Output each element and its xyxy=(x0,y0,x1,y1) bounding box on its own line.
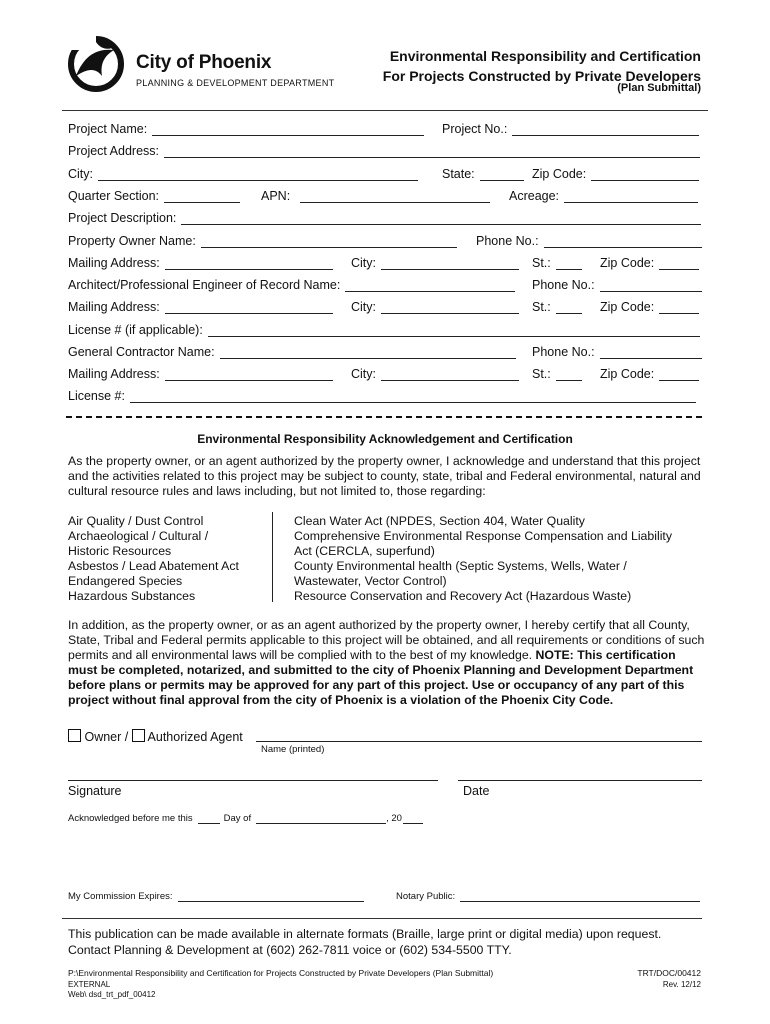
architect-city-field[interactable] xyxy=(351,300,519,314)
owner-st-label: St.: xyxy=(532,256,551,270)
architect-phone-field[interactable] xyxy=(532,278,702,292)
commission-input[interactable] xyxy=(178,891,364,902)
org-name: City of Phoenix xyxy=(136,52,272,73)
acreage-label: Acreage: xyxy=(509,189,560,203)
owner-checkbox[interactable] xyxy=(68,729,81,742)
contractor-st-field[interactable] xyxy=(532,367,582,381)
apn-label: APN: xyxy=(261,189,291,203)
project-description-field[interactable] xyxy=(68,211,701,225)
owner-city-label: City: xyxy=(351,256,376,270)
date-caption: Date xyxy=(463,784,490,798)
cert-text: In addition, as the property owner, or as an agent authorized by the property owner, I hereby certify that all County, State, Tribal and Federal permits applicable to this project will be obtained, and all requirements or conditions of such permits and all environmental laws will be complied with to the best of my knowledge. xyxy=(68,618,705,662)
ack-prefix: Acknowledged before me this xyxy=(68,813,193,824)
date-input[interactable] xyxy=(458,768,702,781)
title-line-1: Environmental Responsibility and Certification xyxy=(389,48,701,64)
commission-label: My Commission Expires: xyxy=(68,891,173,902)
state-field[interactable] xyxy=(442,167,524,181)
role-selection xyxy=(68,729,243,744)
acreage-input[interactable] xyxy=(564,190,698,203)
owner-phone-label: Phone No.: xyxy=(476,234,539,248)
architect-field[interactable] xyxy=(68,278,515,292)
external-tag: EXTERNAL xyxy=(68,980,111,989)
ack-day-input[interactable] xyxy=(198,813,220,824)
project-description-label: Project Description: xyxy=(68,211,177,225)
intro-paragraph: As the property owner, or an agent authorized by the property owner, I acknowledge and understand that this project and the activities related to this project may be subject to county, state, tribal and Federal environmental, natural and cultural resource rules and laws including, but not limited to, those regarding: xyxy=(68,454,701,498)
architect-st-label: St.: xyxy=(532,300,551,314)
architect-zip-label: Zip Code: xyxy=(600,300,655,314)
license-label: License #: xyxy=(68,389,125,403)
ack-month-input[interactable] xyxy=(256,813,386,824)
file-path: P:\Environmental Responsibility and Certification for Projects Constructed by Private Developers (Plan Submittal) xyxy=(68,968,494,978)
phoenix-logo-icon xyxy=(66,36,128,92)
architect-mailing-label: Mailing Address: xyxy=(68,300,160,314)
architect-st-field[interactable] xyxy=(532,300,582,314)
owner-name-input[interactable] xyxy=(201,235,457,248)
list-item: Endangered Species xyxy=(68,574,183,588)
notary-field xyxy=(396,891,700,902)
license-applicable-field[interactable] xyxy=(68,323,700,337)
project-no-input[interactable] xyxy=(512,123,699,136)
list-item: Air Quality / Dust Control xyxy=(68,514,204,528)
commission-field xyxy=(68,891,364,902)
notary-label: Notary Public: xyxy=(396,891,456,902)
list-item: Historic Resources xyxy=(68,544,172,558)
city-label: City: xyxy=(68,167,93,181)
architect-phone-label: Phone No.: xyxy=(532,278,595,292)
ack-day-label: Day of xyxy=(223,813,252,824)
project-name-label: Project Name: xyxy=(68,122,148,136)
license-applicable-input[interactable] xyxy=(208,324,700,337)
contractor-zip-label: Zip Code: xyxy=(600,367,655,381)
owner-st-field[interactable] xyxy=(532,256,582,270)
contractor-mailing-label: Mailing Address: xyxy=(68,367,160,381)
alt-formats-notice xyxy=(68,926,661,958)
owner-name-label: Property Owner Name: xyxy=(68,234,196,248)
quarter-section-input[interactable] xyxy=(164,190,240,203)
contractor-mailing-field[interactable] xyxy=(68,367,333,381)
list-item: Comprehensive Environmental Response Compensation and Liability xyxy=(294,529,672,543)
project-address-label: Project Address: xyxy=(68,144,160,158)
note-text: This certification must be completed, notarized, and submitted to the city of Phoenix Planning and Development Department before plans or permits may be approved for any part of this project. Use or occupancy of any part of this project without final approval from the city of Phoenix is a violation of the Phoenix City Code. xyxy=(68,648,694,707)
city-field[interactable] xyxy=(68,167,418,181)
list-item: Resource Conservation and Recovery Act (Hazardous Waste) xyxy=(294,589,632,603)
contractor-zip-input[interactable] xyxy=(659,368,699,381)
general-contractor-label: General Contractor Name: xyxy=(68,345,215,359)
architect-zip-field[interactable] xyxy=(600,300,699,314)
project-name-field[interactable] xyxy=(68,122,424,136)
contractor-mailing-input[interactable] xyxy=(165,368,333,381)
contractor-city-label: City: xyxy=(351,367,376,381)
project-no-field[interactable] xyxy=(442,122,699,136)
doc-number: TRT/DOC/00412 xyxy=(637,968,701,978)
general-contractor-field[interactable] xyxy=(68,345,516,359)
state-label: State: xyxy=(442,167,475,181)
owner-st-input[interactable] xyxy=(556,257,582,270)
project-name-input[interactable] xyxy=(152,123,424,136)
certification-paragraph xyxy=(68,618,708,708)
agent-checkbox[interactable] xyxy=(132,729,145,742)
contractor-phone-input[interactable] xyxy=(600,346,702,359)
left-law-list xyxy=(68,514,239,604)
owner-zip-label: Zip Code: xyxy=(600,256,655,270)
owner-label: Owner / xyxy=(84,730,129,744)
zip-field[interactable] xyxy=(532,167,699,181)
web-id: Web\ dsd_trt_pdf_00412 xyxy=(68,990,156,999)
city-input[interactable] xyxy=(98,168,418,181)
architect-zip-input[interactable] xyxy=(659,301,699,314)
note-label: NOTE: xyxy=(535,648,574,662)
list-item: County Environmental health (Septic Systems, Wells, Water / xyxy=(294,559,627,573)
document-subtitle: (Plan Submittal) xyxy=(617,82,701,94)
signature-caption: Signature xyxy=(68,784,122,798)
architect-phone-input[interactable] xyxy=(600,279,702,292)
project-address-input[interactable] xyxy=(164,145,700,158)
notary-input[interactable] xyxy=(460,891,700,902)
alt-formats-line-2: Contact Planning & Development at (602) 262-7811 voice or (602) 534-5500 TTY. xyxy=(68,943,512,957)
license-input[interactable] xyxy=(130,390,696,403)
alt-formats-line-1: This publication can be made available in alternate formats (Braille, large print or digital media) upon request. xyxy=(68,927,662,941)
quarter-section-label: Quarter Section: xyxy=(68,189,160,203)
list-divider xyxy=(272,512,273,602)
section-title: Environmental Responsibility Acknowledgement and Certification xyxy=(197,432,573,446)
owner-phone-input[interactable] xyxy=(544,235,702,248)
zip-label: Zip Code: xyxy=(532,167,587,181)
owner-mailing-input[interactable] xyxy=(165,257,333,270)
owner-city-input[interactable] xyxy=(381,257,519,270)
apn-field[interactable] xyxy=(261,189,490,203)
architect-st-input[interactable] xyxy=(556,301,582,314)
owner-zip-field[interactable] xyxy=(600,256,699,270)
architect-input[interactable] xyxy=(345,279,515,292)
acreage-field[interactable] xyxy=(509,189,698,203)
architect-city-label: City: xyxy=(351,300,376,314)
architect-label: Architect/Professional Engineer of Record Name: xyxy=(68,278,341,292)
architect-mailing-field[interactable] xyxy=(68,300,333,314)
ack-year-label: , 20 xyxy=(386,813,402,824)
owner-city-field[interactable] xyxy=(351,256,519,270)
list-item: Asbestos / Lead Abatement Act xyxy=(68,559,239,573)
department-name: PLANNING & DEVELOPMENT DEPARTMENT xyxy=(136,78,335,88)
section-divider xyxy=(66,416,702,418)
owner-phone-field[interactable] xyxy=(476,234,702,248)
name-printed-caption: Name (printed) xyxy=(261,744,325,755)
state-input[interactable] xyxy=(480,168,524,181)
license-applicable-label: License # (if applicable): xyxy=(68,323,203,337)
architect-mailing-input[interactable] xyxy=(165,301,333,314)
architect-city-input[interactable] xyxy=(381,301,519,314)
list-item: Wastewater, Vector Control) xyxy=(294,574,447,588)
ack-year-input[interactable] xyxy=(403,813,423,824)
list-item: Hazardous Substances xyxy=(68,589,196,603)
name-printed-input[interactable] xyxy=(256,729,702,742)
contractor-zip-field[interactable] xyxy=(600,367,699,381)
general-contractor-input[interactable] xyxy=(220,346,516,359)
owner-mailing-field[interactable] xyxy=(68,256,333,270)
list-item: Act (CERCLA, superfund) xyxy=(294,544,435,558)
contractor-phone-label: Phone No.: xyxy=(532,345,595,359)
owner-name-field[interactable] xyxy=(68,234,457,248)
contractor-city-input[interactable] xyxy=(381,368,519,381)
contractor-city-field[interactable] xyxy=(351,367,519,381)
apn-input[interactable] xyxy=(300,190,490,203)
document-title xyxy=(383,46,701,86)
contractor-st-label: St.: xyxy=(532,367,551,381)
list-item: Clean Water Act (NPDES, Section 404, Water Quality xyxy=(294,514,585,528)
project-address-field[interactable] xyxy=(68,144,700,158)
quarter-section-field[interactable] xyxy=(68,189,240,203)
license-field[interactable] xyxy=(68,389,696,403)
signature-input[interactable] xyxy=(68,768,438,781)
list-item: Archaeological / Cultural / xyxy=(68,529,209,543)
owner-zip-input[interactable] xyxy=(659,257,699,270)
contractor-phone-field[interactable] xyxy=(532,345,702,359)
acknowledgment-line xyxy=(68,813,423,824)
title-line-2: For Projects Constructed by Private Developers xyxy=(382,68,701,84)
revision: Rev. 12/12 xyxy=(662,980,701,989)
agent-label: Authorized Agent xyxy=(147,730,243,744)
zip-input[interactable] xyxy=(591,168,699,181)
contractor-st-input[interactable] xyxy=(556,368,582,381)
project-description-input[interactable] xyxy=(181,212,701,225)
owner-mailing-label: Mailing Address: xyxy=(68,256,160,270)
footer-divider xyxy=(62,918,702,919)
project-no-label: Project No.: xyxy=(442,122,508,136)
right-law-list xyxy=(294,514,672,604)
header-divider xyxy=(62,110,708,111)
